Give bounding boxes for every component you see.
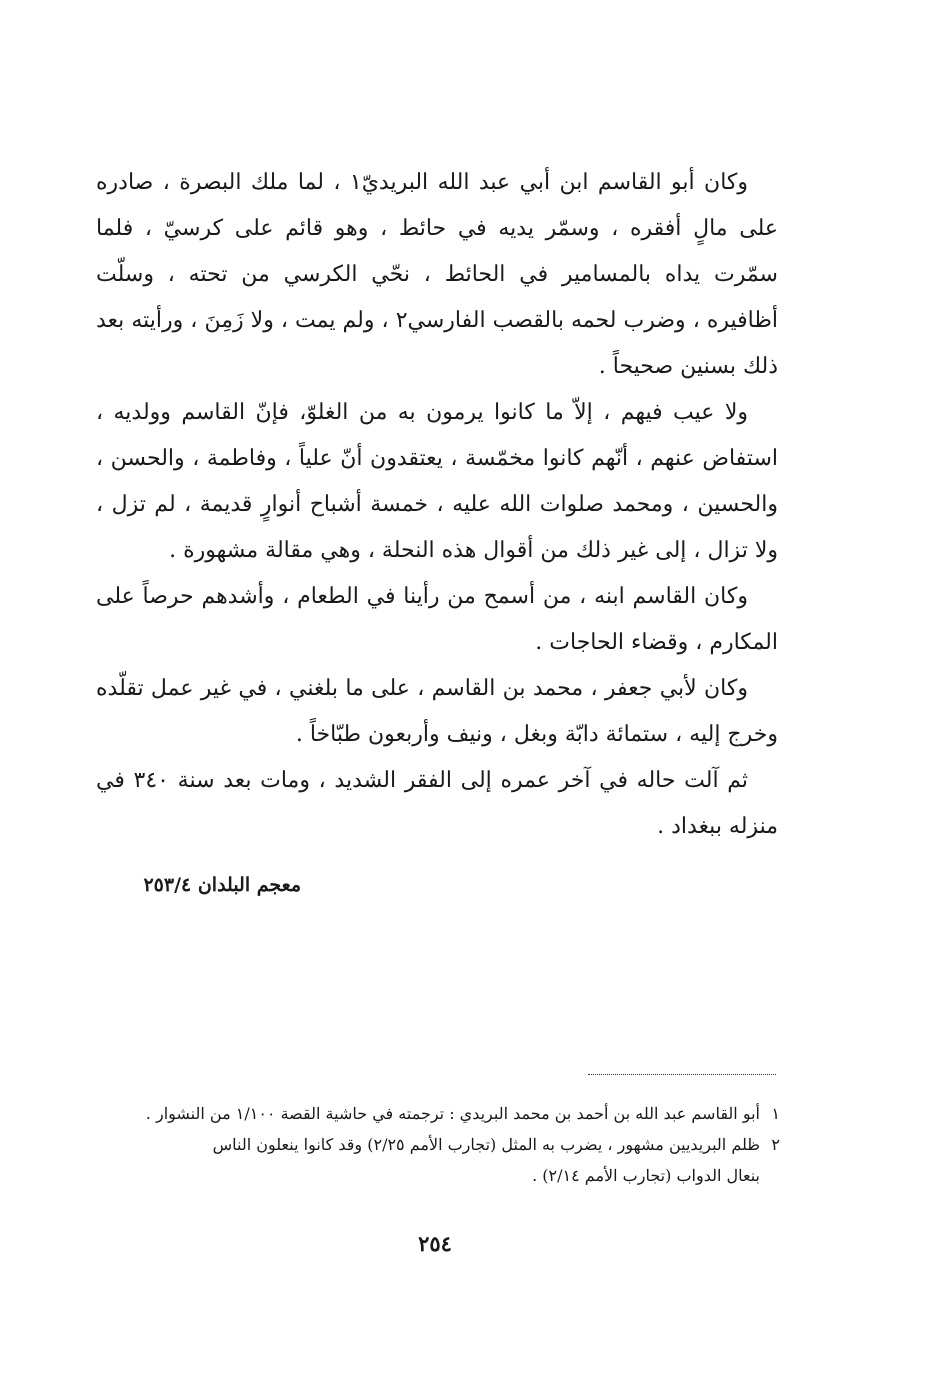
footnote-2-text: ظلم البريديين مشهور ، يضرب به المثل (تجارب الأمم ٢/٢٥) وقد كانوا ينعلون الناس [212, 1135, 760, 1154]
paragraph-3: وكان القاسم ابنه ، من أسمح من رأينا في الطعام ، وأشدهم حرصاً على المكارم ، وقضاء الحاجات . [96, 584, 778, 655]
paragraph-4: وكان لأبي جعفر ، محمد بن القاسم ، على ما بلغني ، في غير عمل تقلّده وخرج إليه ، ستمائة دابّة وبغل ، ونيف وأربعون طبّاخاً . [96, 676, 778, 747]
footnote-1-number: ١ [771, 1104, 780, 1123]
footnote-separator [588, 1074, 776, 1075]
page-number: ٢٥٤ [418, 1231, 452, 1256]
footnote-1-text: أبو القاسم عبد الله بن أحمد بن محمد البريدي : ترجمته في حاشية القصة ١/١٠٠ من النشوار . [145, 1104, 760, 1123]
source-citation: معجم البلدان ٢٥٣/٤ [143, 874, 301, 896]
paragraph-5: ثم آلت حاله في آخر عمره إلى الفقر الشديد ، ومات بعد سنة ٣٤٠ في منزله ببغداد . [96, 768, 778, 839]
footnote-2-number: ٢ [771, 1135, 780, 1154]
footnote-1 [100, 1098, 780, 1129]
footnote-2-continuation: بنعال الدواب (تجارب الأمم ٢/١٤) . [532, 1166, 760, 1185]
paragraph-2: ولا عيب فيهم ، إلاّ ما كانوا يرمون به من الغلوّ، فإنّ القاسم وولديه ، استفاض عنهم ، أنّهم كانوا مخمّسة ، يعتقدون أنّ علياً ، وفاطمة ، والحسن ، والحسين ، ومحمد صلوات الله عليه ، خمسة أشباح أنوارٍ قديمة ، لم تزل ، ولا تزال ، إلى غير ذلك من أقوال هذه النحلة ، وهي مقالة مشهورة . [96, 400, 778, 563]
main-text-body [96, 160, 778, 850]
footnote-2 [100, 1129, 780, 1160]
paragraph-1: وكان أبو القاسم ابن أبي عبد الله البريديّ١ ، لما ملك البصرة ، صادره على مالٍ أفقره ، وسمّر يديه في حائط ، وهو قائم على كرسيّ ، فلما سمّرت يداه بالمسامير في الحائط ، نحّي الكرسي من تحته ، وسلّت أظافيره ، وضرب لحمه بالقصب الفارسي٢ ، ولم يمت ، ولا زَمِنَ ، ورأيته بعد ذلك بسنين صحيحاً . [96, 170, 778, 379]
footnotes [100, 1098, 780, 1191]
